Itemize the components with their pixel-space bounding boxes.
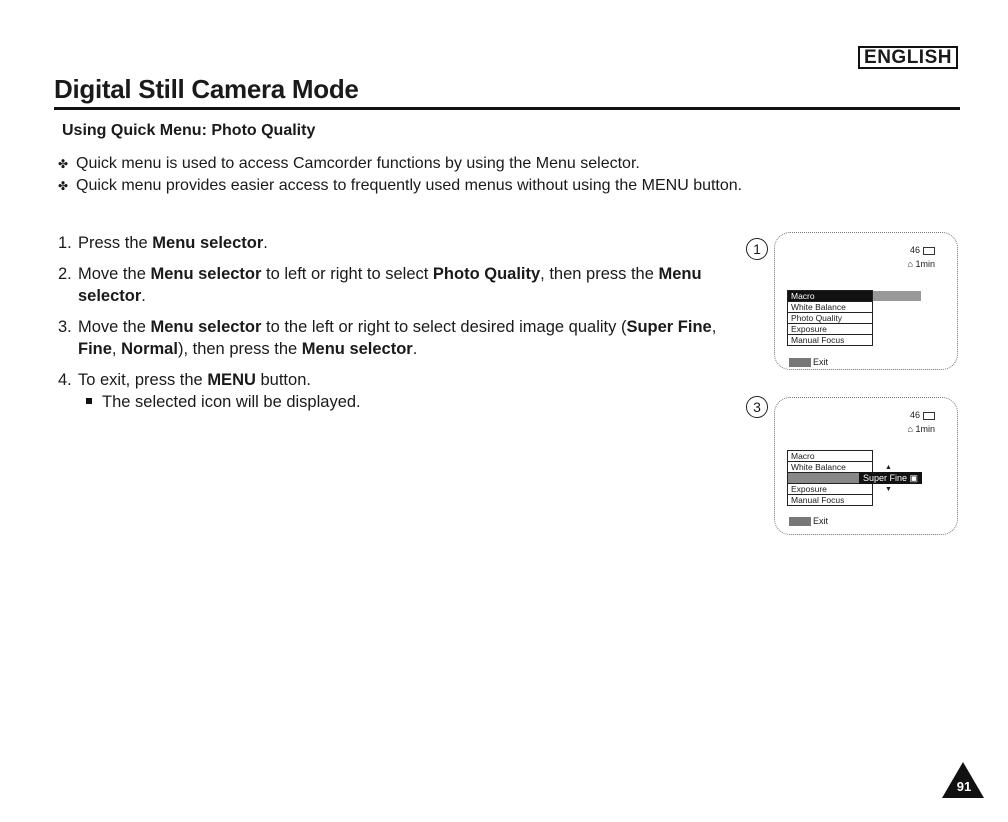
title-rule bbox=[54, 107, 960, 110]
status-time: ⌂ 1min bbox=[907, 424, 935, 434]
step-item: 2. Move the Menu selector to left or right to select Photo Quality, then press the Menu selector. bbox=[58, 265, 702, 305]
step-item: 1. Press the Menu selector. bbox=[58, 234, 268, 252]
down-arrow-icon: ▼ bbox=[885, 486, 892, 493]
page-title: Digital Still Camera Mode bbox=[54, 74, 359, 104]
option-bar bbox=[871, 291, 921, 301]
camcorder-screen-1 bbox=[774, 232, 958, 370]
menu-item-exposure: Exposure bbox=[788, 324, 872, 335]
menu-item-photo-quality: Photo Quality bbox=[788, 313, 872, 324]
battery-icon bbox=[923, 412, 935, 420]
menu-item-exposure: Exposure bbox=[788, 484, 872, 495]
up-arrow-icon: ▲ bbox=[885, 464, 892, 471]
step-marker-1: 1 bbox=[746, 238, 768, 260]
menu-key-icon bbox=[789, 358, 811, 367]
exit-hint: Exit bbox=[789, 357, 828, 367]
menu-item-manual-focus: Manual Focus bbox=[791, 495, 845, 505]
selected-option: Super Fine ▣ bbox=[859, 472, 922, 484]
step-item: 3. Move the Menu selector to the left or right to select desired image quality (Super Fine, Fine, Normal), then press the Menu selector. bbox=[58, 318, 717, 358]
square-bullet-icon bbox=[86, 398, 92, 404]
bullet-list bbox=[58, 153, 742, 197]
bullet-icon: ✤ bbox=[58, 179, 69, 193]
quality-icon: ▣ bbox=[909, 473, 919, 483]
bullet-icon: ✤ bbox=[58, 157, 69, 171]
bullet-item: ✤ Quick menu provides easier access to frequently used menus without using the MENU button. bbox=[58, 175, 742, 197]
camera-icon: ⌂ bbox=[907, 259, 913, 269]
exit-hint: Exit bbox=[789, 516, 828, 526]
camera-icon: ⌂ bbox=[907, 424, 913, 434]
camcorder-screen-3 bbox=[774, 397, 958, 535]
bullet-item: ✤ Quick menu is used to access Camcorder functions by using the Menu selector. bbox=[58, 153, 742, 175]
quick-menu bbox=[787, 290, 873, 346]
menu-item-macro: Macro bbox=[788, 291, 872, 302]
menu-item-photo-quality: Photo Quality bbox=[788, 473, 872, 484]
section-title: Using Quick Menu: Photo Quality bbox=[62, 122, 316, 139]
menu-item-macro: Macro bbox=[788, 451, 872, 462]
language-badge: ENGLISH bbox=[858, 46, 958, 69]
battery-icon bbox=[923, 247, 935, 255]
menu-key-icon bbox=[789, 517, 811, 526]
status-time: ⌂ 1min bbox=[907, 259, 935, 269]
page-number: 91 bbox=[956, 779, 972, 794]
steps-list bbox=[58, 232, 758, 413]
menu-item-manual-focus: Manual Focus bbox=[791, 335, 845, 345]
menu-item-white-balance: White Balance bbox=[788, 302, 872, 313]
status-photo-count: 46 bbox=[910, 410, 935, 420]
step-item: 4. To exit, press the MENU button. The selected icon will be displayed. bbox=[58, 369, 758, 413]
step-marker-3: 3 bbox=[746, 396, 768, 418]
menu-item-white-balance: White Balance bbox=[788, 462, 872, 473]
sub-note: The selected icon will be displayed. bbox=[78, 391, 758, 413]
status-photo-count: 46 bbox=[910, 245, 935, 255]
